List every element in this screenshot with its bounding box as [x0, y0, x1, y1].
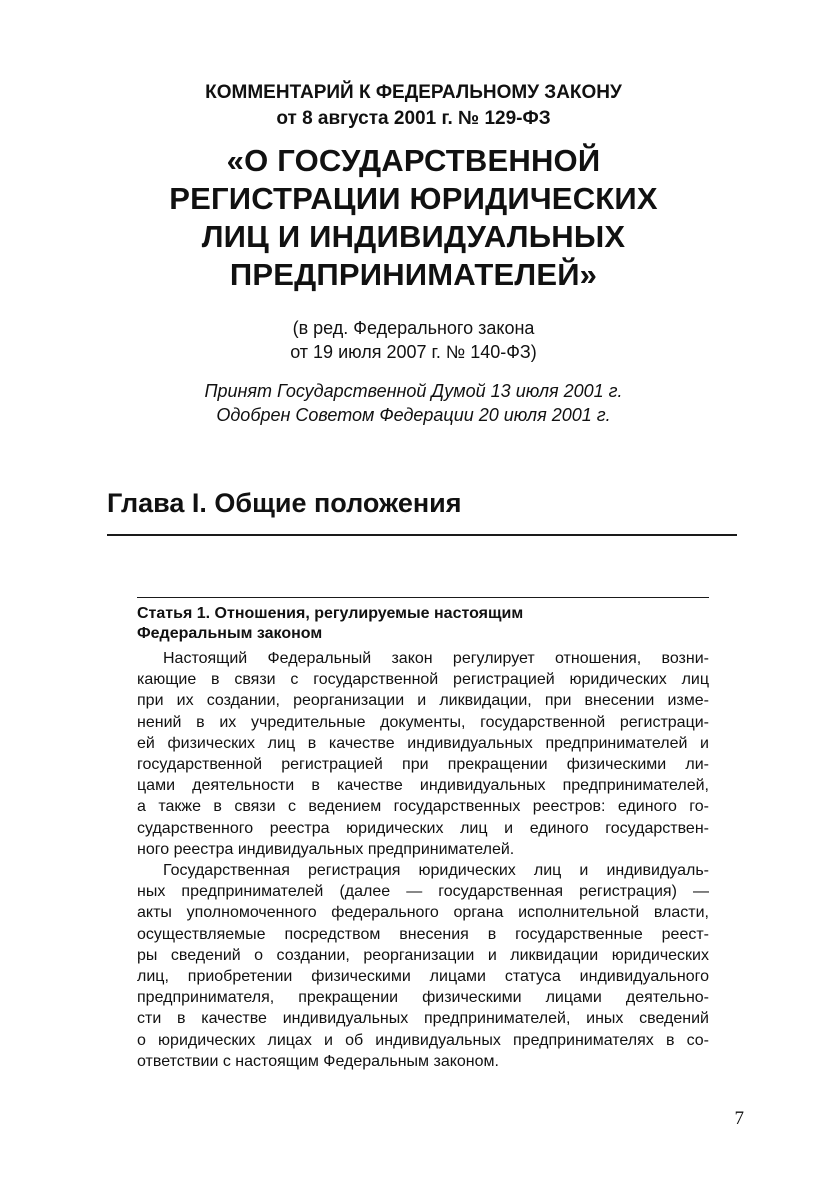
law-title-line: ЛИЦ И ИНДИВИДУАЛЬНЫХ — [201, 219, 626, 254]
adopted-line: Принят Государственной Думой 13 июля 2001 г. — [204, 381, 623, 401]
article-1 — [137, 604, 709, 1072]
text-line: а также в связи с ведением государственных реестров: единого го- — [137, 798, 709, 816]
chapter-title: Глава I. Общие положения — [107, 488, 462, 518]
text-line: акты уполномоченного федерального органа исполнительной власти, — [137, 904, 709, 922]
text-line: лиц, приобретении физическими лицами статуса индивидуального — [137, 968, 709, 986]
article-paragraph — [137, 648, 709, 860]
article-title-line: Статья 1. Отношения, регулируемые настоящим — [137, 605, 524, 622]
text-line: сударственного реестра юридических лиц и единого государствен- — [137, 819, 709, 837]
text-line: предпринимателя, прекращении физическими лицами деятельно- — [137, 989, 709, 1007]
text-line: кающие в связи с государственной регистрацией юридических лиц — [137, 671, 709, 689]
approved-line: Одобрен Советом Федерации 20 июля 2001 г. — [216, 405, 611, 425]
edition-note — [0, 316, 827, 364]
text-line: нений в их учредительные документы, государственной регистраци- — [137, 713, 709, 731]
law-title-line: ПРЕДПРИНИМАТЕЛЕЙ» — [229, 257, 598, 292]
article-title-line: Федеральным законом — [137, 625, 323, 642]
law-title — [0, 142, 827, 294]
article-paragraph — [137, 860, 709, 1072]
article-divider — [137, 597, 709, 598]
law-title-line: «О ГОСУДАРСТВЕННОЙ — [226, 143, 601, 178]
text-line: ных предпринимателей (далее — государственная регистрация) — — [137, 883, 709, 901]
text-line: при их создании, реорганизации и ликвидации, при внесении изме- — [137, 692, 709, 710]
text-line: ей физических лиц в качестве индивидуальных предпринимателей и — [137, 734, 709, 752]
edition-line: (в ред. Федерального закона — [292, 318, 535, 338]
page-number: 7 — [734, 1108, 744, 1129]
text-line: цами деятельности в качестве индивидуальных предпринимателей, — [137, 777, 709, 795]
text-line: осуществляемые посредством внесения в государственные реест- — [137, 925, 709, 943]
document-header — [0, 80, 827, 427]
text-line: ры сведений о создании, реорганизации и ликвидации юридических — [137, 946, 709, 964]
law-title-line: РЕГИСТРАЦИИ ЮРИДИЧЕСКИХ — [169, 181, 658, 216]
text-line: ного реестра индивидуальных предпринимателей. — [137, 840, 515, 858]
supertitle-line: от 8 августа 2001 г. № 129-ФЗ — [276, 108, 551, 129]
edition-line: от 19 июля 2007 г. № 140-ФЗ) — [290, 342, 537, 362]
supertitle — [0, 80, 827, 132]
text-line: о юридических лицах и об индивидуальных предпринимателях в со- — [137, 1031, 709, 1049]
text-line: ответствии с настоящим Федеральным законом. — [137, 1052, 499, 1070]
chapter-divider — [107, 534, 737, 536]
text-line: сти в качестве индивидуальных предпринимателей, иных сведений — [137, 1010, 709, 1028]
article-title — [137, 604, 709, 644]
text-line: Государственная регистрация юридических лиц и индивидуаль- — [163, 862, 709, 880]
text-line: государственной регистрацией при прекращении физическими ли- — [137, 756, 709, 774]
text-line: Настоящий Федеральный закон регулирует отношения, возни- — [163, 650, 709, 667]
supertitle-line: КОММЕНТАРИЙ К ФЕДЕРАЛЬНОМУ ЗАКОНУ — [205, 82, 622, 103]
adoption-note — [0, 379, 827, 427]
